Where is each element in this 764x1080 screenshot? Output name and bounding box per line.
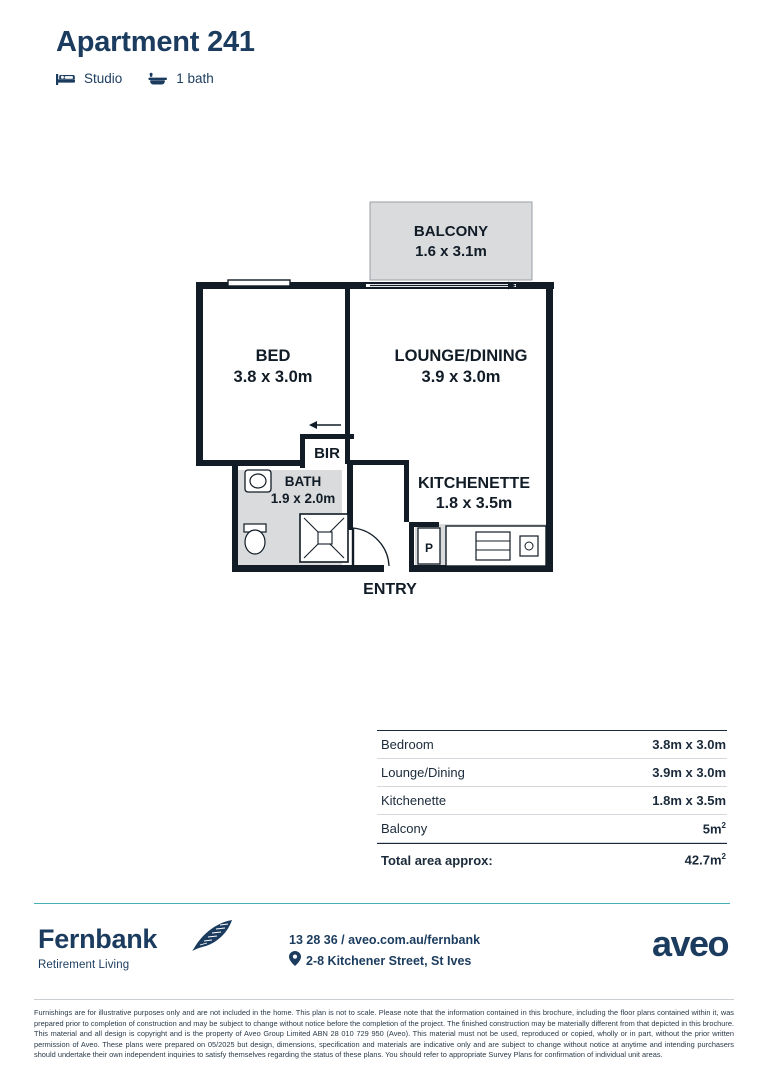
table-row	[377, 730, 727, 759]
room-label-balcony: BALCONY	[413, 223, 489, 240]
area-schedule	[377, 730, 727, 874]
contact-block	[289, 930, 480, 972]
fernbank-logo	[38, 926, 157, 971]
schedule-total-label: Total area approx:	[381, 852, 493, 868]
kitchen-bench	[446, 526, 546, 566]
room-dims-bed: 3.8 x 3.0m	[233, 368, 313, 386]
table-row	[377, 759, 727, 787]
table-row-total	[377, 843, 727, 873]
floor-plan	[0, 170, 764, 640]
schedule-label: Bedroom	[381, 737, 434, 752]
room-dims-balcony: 1.6 x 3.1m	[415, 243, 487, 260]
fernbank-tagline: Retirement Living	[38, 959, 130, 971]
bath-count-label: 1 bath	[176, 71, 214, 86]
address-row	[289, 951, 480, 973]
phone-web[interactable]: 13 28 36 / aveo.com.au/fernbank	[289, 933, 481, 947]
schedule-value: 1.8m x 3.5m	[652, 793, 726, 808]
schedule-label: Lounge/Dining	[381, 765, 465, 780]
room-label-kitchenette: KITCHENETTE	[418, 475, 530, 492]
room-label-bed: BED	[255, 347, 291, 365]
bed-icon	[56, 72, 76, 86]
fern-leaf-icon	[190, 918, 234, 957]
page-title: Apartment 241	[56, 26, 255, 58]
entry-label: ENTRY	[363, 581, 417, 598]
table-row	[377, 815, 727, 843]
room-label-lounge: LOUNGE/DINING	[394, 347, 528, 365]
aveo-logo: aveo	[651, 923, 728, 964]
bed-count-label: Studio	[84, 71, 123, 86]
room-label-bir: BIR	[314, 445, 340, 462]
disclaimer-text: Furnishings are for illustrative purposes only and are not included in the home. This plan is not to scale. Please note that the information contained in this brochure, including the floor plans contained within it, was prepared prior to completion of construction and may be subject to change without notice before the completion of the project. The finished construction may be materially different from that depicted in this brochure. This material and all design is copyright and is the property of Aveo Group Limited ABN 28 010 729 950 (Aveo). This material must not be used, reproduced or copied, wholly or in part, without the prior written permission of Aveo. These plans were prepared on 05/2025 but design, dimensions, specification and materials are indicative only and are subject to change without notice at anytime and intending purchasers should undertake their own independent inquiries to satisfy themselves regarding the status of these plans. You should refer to appropriate Survey Plans for confirmation of individual unit areas.	[34, 1008, 734, 1060]
bed-count	[56, 71, 122, 86]
shower-fixture	[300, 514, 348, 562]
bath-count	[148, 71, 214, 86]
basin-fixture	[245, 470, 271, 492]
pantry	[418, 528, 440, 564]
property-meta	[56, 71, 255, 86]
room-label-bath: BATH	[284, 474, 322, 489]
schedule-value: $5m^2$	[702, 821, 726, 837]
fernbank-name: Fernbank	[38, 924, 158, 954]
bath-door	[353, 528, 389, 566]
room-dims-bath: 1.9 x 2.0m	[270, 491, 336, 506]
table-row	[377, 787, 727, 815]
page-footer	[34, 916, 730, 996]
schedule-value: 3.9m x 3.0m	[652, 765, 726, 780]
bathtub-icon	[148, 72, 168, 86]
schedule-value: 3.8m x 3.0m	[652, 737, 726, 752]
pantry-label: P	[424, 541, 434, 555]
page-header	[56, 26, 255, 86]
disclaimer-divider	[34, 999, 734, 1000]
footer-divider	[34, 903, 730, 904]
location-pin-icon	[289, 951, 301, 973]
room-dims-lounge: 3.9 x 3.0m	[421, 368, 501, 386]
room-dims-kitchenette: 1.8 x 3.5m	[435, 495, 513, 512]
toilet-fixture	[244, 524, 266, 554]
address-text: 2-8 Kitchener Street, St Ives	[306, 954, 472, 969]
schedule-label: Kitchenette	[381, 793, 447, 808]
schedule-label: Balcony	[381, 821, 428, 837]
schedule-total-value: $42.7m^2$	[684, 852, 726, 868]
